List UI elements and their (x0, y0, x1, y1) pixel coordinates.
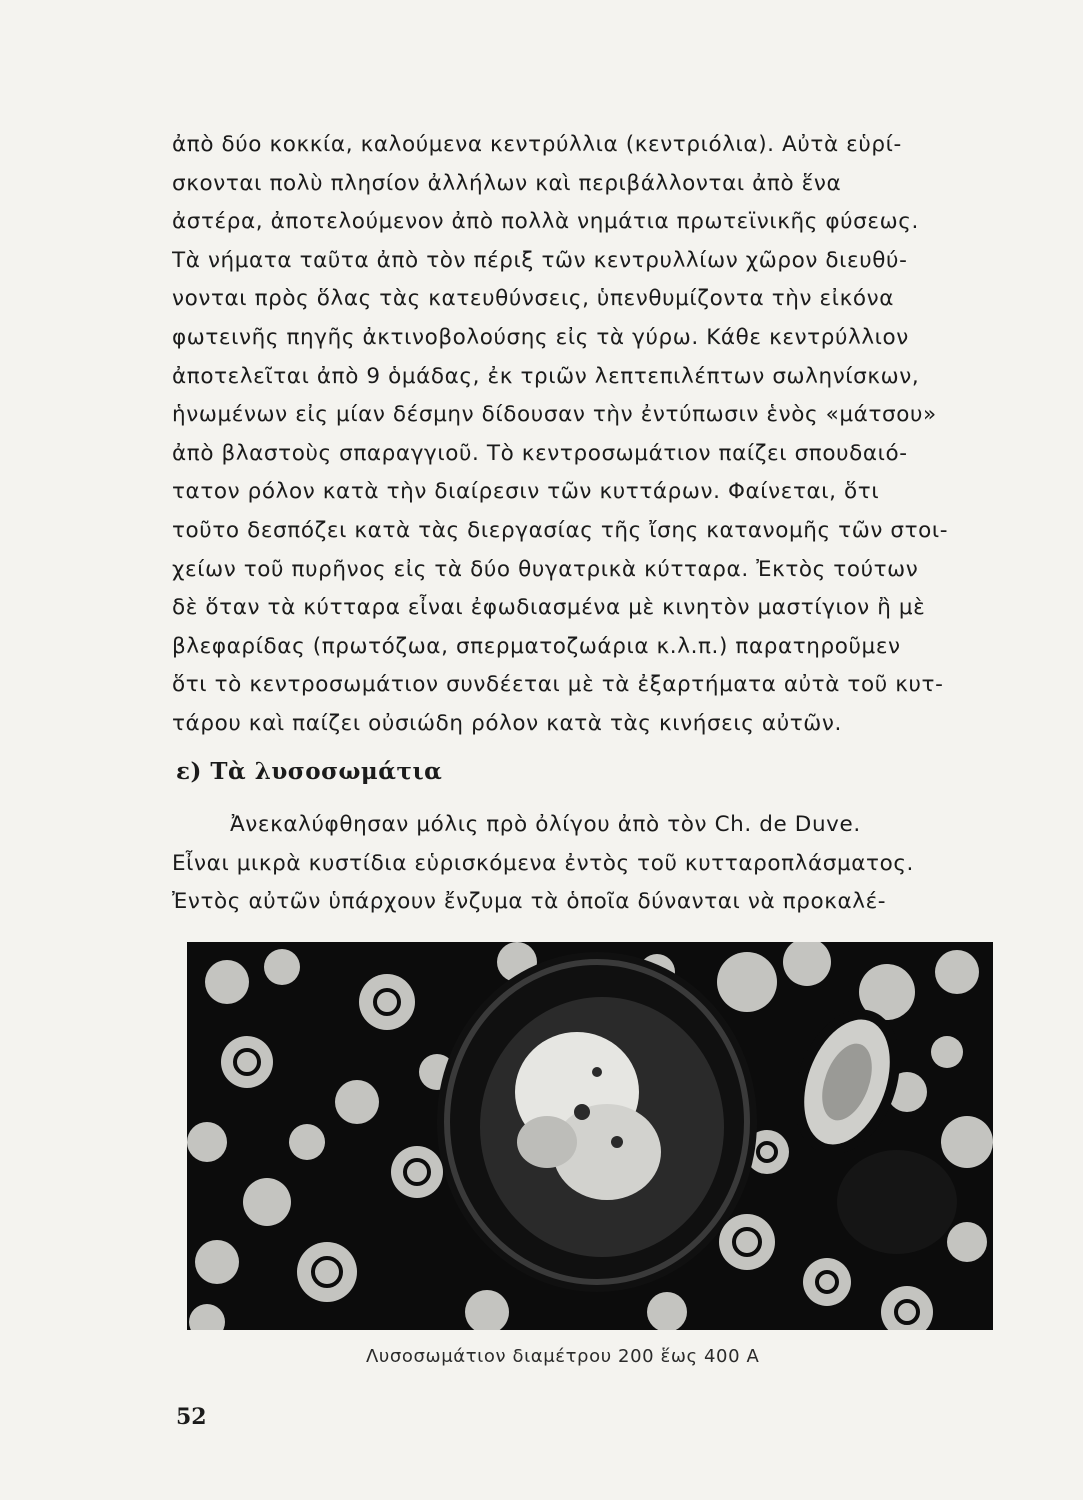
section-heading: ε) Τὰ λυσοσωμάτια (176, 758, 443, 785)
text-line: ἀπὸ βλαστοὺς σπαραγγιοῦ. Τὸ κεντροσωμάτιον παίζει σπουδαιό- (172, 440, 908, 466)
figure-caption: Λυσοσωμάτιον διαμέτρου 200 ἕως 400 Α (366, 1346, 760, 1367)
text-line: Ἐντὸς αὐτῶν ὑπάρχουν ἔνζυμα τὰ ὁποῖα δύνανται νὰ προκαλέ- (172, 889, 887, 915)
text-line: Τὰ νήματα ταῦτα ἀπὸ τὸν πέριξ τῶν κεντρυλλίων χῶρον διευθύ- (172, 247, 908, 273)
text-line: ἀστέρα, ἀποτελούμενον ἀπὸ πολλὰ νημάτια πρωτεϊνικῆς φύσεως. (172, 209, 919, 235)
text-line: φωτεινῆς πηγῆς ἀκτινοβολούσης εἰς τὰ γύρω. Κάθε κεντρύλλιον (172, 324, 909, 350)
text-line: Ἀνεκαλύφθησαν μόλις πρὸ ὀλίγου ἀπὸ τὸν Ch. de Duve. (230, 812, 861, 837)
text-line: ἡνωμένων εἰς μίαν δέσμην δίδουσαν τὴν ἐντύπωσιν ἑνὸς «μάτσου» (172, 402, 937, 428)
lysosome-micrograph (187, 942, 993, 1330)
text-line: τάρου καὶ παίζει οὐσιώδη ρόλον κατὰ τὰς κινήσεις αὐτῶν. (172, 710, 842, 736)
micrograph-image (187, 942, 993, 1330)
text-line: τοῦτο δεσπόζει κατὰ τὰς διεργασίας τῆς ἴσης κατανομῆς τῶν στοι- (172, 517, 949, 543)
text-line: νονται πρὸς ὅλας τὰς κατευθύνσεις, ὑπενθυμίζοντα τὴν εἰκόνα (172, 286, 895, 312)
paragraph-centrosome (172, 126, 1002, 744)
text-line: Εἶναι μικρὰ κυστίδια εὑρισκόμενα ἐντὸς τοῦ κυτταροπλάσματος. (172, 850, 914, 876)
text-line: τατον ρόλον κατὰ τὴν διαίρεσιν τῶν κυττάρων. Φαίνεται, ὅτι (172, 479, 880, 505)
text-line: σκονται πολὺ πλησίον ἀλλήλων καὶ περιβάλλονται ἀπὸ ἕνα (172, 170, 842, 196)
page-number: 52 (176, 1404, 207, 1430)
text-line: χείων τοῦ πυρῆνος εἰς τὰ δύο θυγατρικὰ κύτταρα. Ἐκτὸς τούτων (172, 556, 919, 582)
text-line: ἀποτελεῖται ἀπὸ 9 ὁμάδας, ἐκ τριῶν λεπτεπιλέπτων σωληνίσκων, (172, 363, 920, 389)
paragraph-lysosomes (172, 806, 1002, 922)
text-line: ὅτι τὸ κεντροσωμάτιον συνδέεται μὲ τὰ ἐξαρτήματα αὐτὰ τοῦ κυτ- (172, 672, 944, 698)
text-line: δὲ ὅταν τὰ κύτταρα εἶναι ἐφωδιασμένα μὲ κινητὸν μαστίγιον ἢ μὲ (172, 595, 926, 621)
text-line: ἀπὸ δύο κοκκία, καλούμενα κεντρύλλια (κεντριόλια). Αὐτὰ εὑρί- (172, 132, 902, 157)
text-line: βλεφαρίδας (πρωτόζωα, σπερματοζωάρια κ.λ.π.) παρατηροῦμεν (172, 633, 901, 659)
